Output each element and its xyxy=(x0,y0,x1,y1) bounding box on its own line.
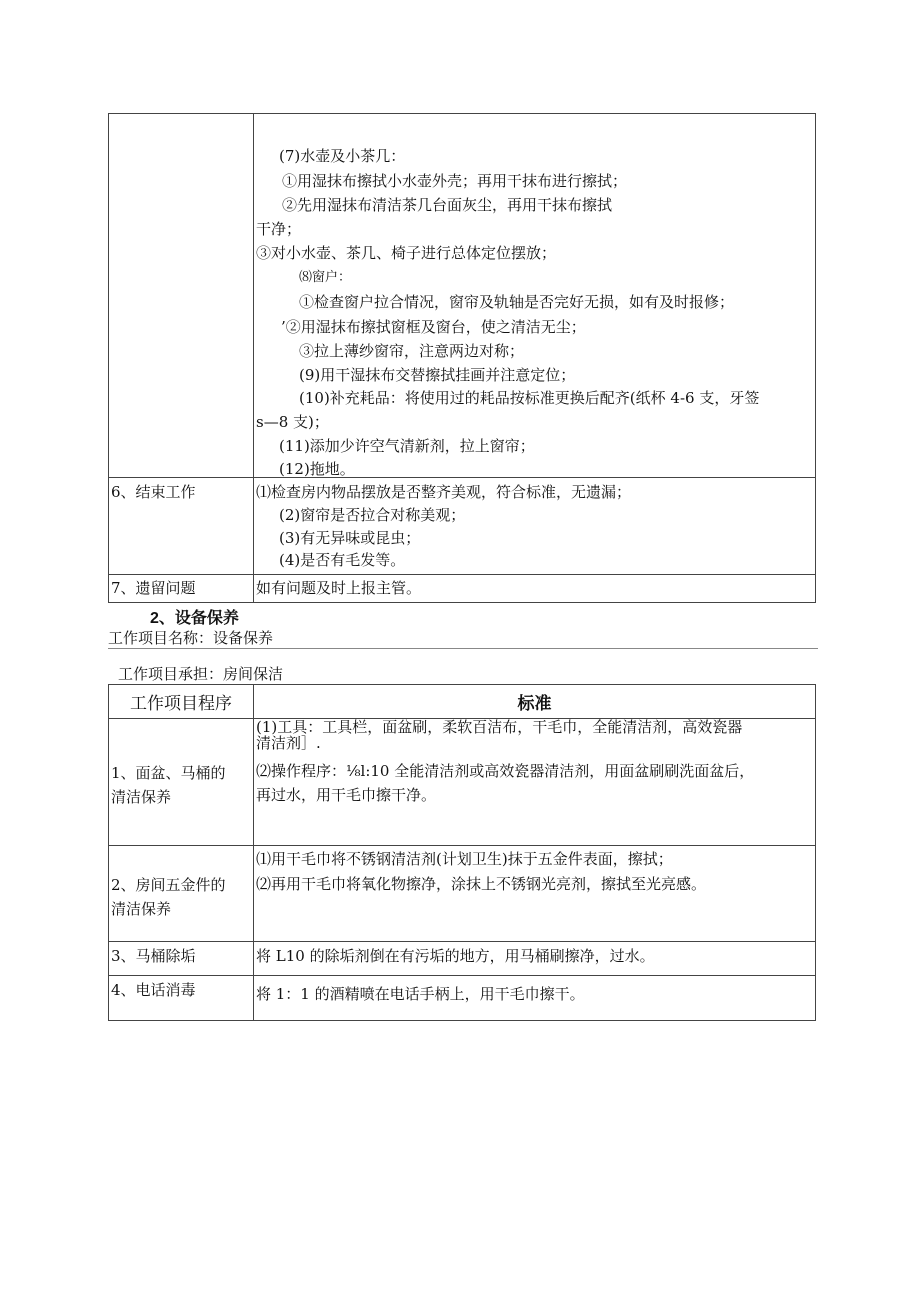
column-header-standard: 标准 xyxy=(254,685,816,719)
standard-line: ③拉上薄纱窗帘，注意两边对称； xyxy=(299,342,525,360)
row-label: 3、马桶除垢 xyxy=(111,947,196,965)
standard-line: (2)窗帘是否拉合对称美观； xyxy=(279,506,466,524)
standard-line: ②先用湿抹布清洁茶几台面灰尘，再用干抹布擦拭 xyxy=(282,196,613,214)
row-label: 7、遗留问题 xyxy=(111,579,196,597)
row-label-cell xyxy=(109,846,254,942)
table-row xyxy=(109,976,816,1021)
standard-line: (7)水壶及小茶几： xyxy=(279,147,406,165)
standard-line: ⑵再用干毛巾将氧化物擦净，涂抹上不锈钢光亮剂，擦拭至光亮感。 xyxy=(256,875,707,893)
maintenance-table xyxy=(108,684,816,1021)
row-label: 清洁保养 xyxy=(111,788,172,806)
standard-line: 干净； xyxy=(256,220,302,238)
row-label-cell xyxy=(109,478,254,575)
table-row xyxy=(109,942,816,976)
header-row xyxy=(109,685,816,719)
standard-line: (10)补充耗品：将使用过的耗品按标准更换后配齐(纸杯 4-6 支，牙签 xyxy=(299,389,760,407)
standard-cell xyxy=(254,846,816,942)
standard-line: ⑴检查房内物品摆放是否整齐美观，符合标准，无遗漏； xyxy=(256,483,632,501)
project-name: 工作项目名称：设备保养 xyxy=(108,629,274,647)
row-label: 清洁保养 xyxy=(111,900,172,918)
table-row xyxy=(109,114,816,478)
standard-line: (3)有无异味或昆虫； xyxy=(279,529,421,547)
standard-line: 如有问题及时上报主管。 xyxy=(256,579,422,597)
row-label-cell xyxy=(109,942,254,976)
standard-line: ①检查窗户拉合情况，窗帘及轨轴是否完好无损，如有及时报修； xyxy=(299,293,735,311)
row-label: 1、面盆、马桶的 xyxy=(111,764,226,782)
row-label-cell xyxy=(109,719,254,846)
standard-line: (1)工具：工具栏，面盆刷，柔软百洁布，干毛巾，全能清洁剂，高效瓷器 xyxy=(256,718,743,736)
standard-cell xyxy=(254,976,816,1021)
standard-line: ⑻窗户： xyxy=(299,270,352,285)
column-header-procedure: 工作项目程序 xyxy=(109,685,254,719)
standard-line: (9)用干湿抹布交替擦拭挂画并注意定位； xyxy=(299,366,576,384)
row-label-cell xyxy=(109,114,254,478)
standard-cell xyxy=(254,575,816,603)
table-row xyxy=(109,846,816,942)
standard-line: 将 L10 的除垢剂倒在有污垢的地方，用马桶刷擦净，过水。 xyxy=(256,947,655,965)
project-owner: 工作项目承担：房间保洁 xyxy=(118,665,284,683)
standard-cell xyxy=(254,719,816,846)
section-heading: 2、设备保养 xyxy=(150,610,239,627)
table-row xyxy=(109,478,816,575)
divider xyxy=(108,648,818,649)
standard-line: ⑵操作程序：⅛l:10 全能清洁剂或高效瓷器清洁剂，用面盆刷刷洗面盆后， xyxy=(256,762,755,780)
standard-line: ③对小水壶、茶几、椅子进行总体定位摆放； xyxy=(256,244,557,262)
table-row xyxy=(109,575,816,603)
standard-line: 再过水，用干毛巾擦干净。 xyxy=(256,786,437,804)
standard-line: ⑴用干毛巾将不锈钢清洁剂(计划卫生)抹于五金件表面，擦拭； xyxy=(256,850,673,868)
row-label: 4、电话消毒 xyxy=(111,981,196,999)
row-label: 2、房间五金件的 xyxy=(111,876,226,894)
standard-cell xyxy=(254,114,816,478)
row-label-cell xyxy=(109,976,254,1021)
table-row xyxy=(109,719,816,846)
standard-line: 将 1：1 的酒精喷在电话手柄上，用干毛巾擦干。 xyxy=(256,985,585,1003)
row-label: 6、结束工作 xyxy=(111,483,196,501)
standard-line: (11)添加少许空气清新剂，拉上窗帘； xyxy=(279,437,535,455)
procedure-table-continued xyxy=(108,113,816,603)
standard-line: 清洁剂］. xyxy=(256,734,321,752)
standard-line: (12)拖地。 xyxy=(279,460,355,478)
standard-line: (4)是否有毛发等。 xyxy=(279,551,406,569)
row-label-cell xyxy=(109,575,254,603)
standard-line: ①用湿抹布擦拭小水壶外壳；再用干抹布进行擦拭； xyxy=(282,172,628,190)
standard-cell xyxy=(254,478,816,575)
standard-line: ’②用湿抹布擦拭窗框及窗台，使之清洁无尘； xyxy=(281,318,586,336)
standard-line: s—8 支)； xyxy=(256,413,329,431)
standard-cell xyxy=(254,942,816,976)
